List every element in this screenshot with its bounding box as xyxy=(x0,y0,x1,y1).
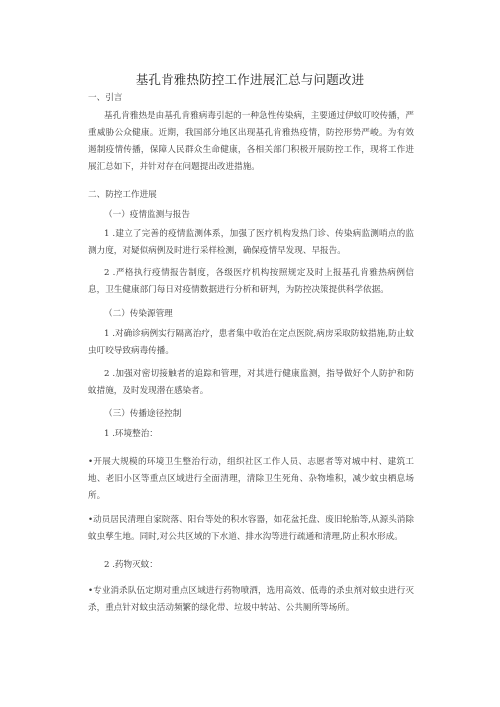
section-heading-progress: 二、防控工作进展 xyxy=(88,190,157,200)
subheading-monitoring: （一）疫情监测与报告 xyxy=(104,210,190,220)
bullet-environment-cleanup: •开展大规模的环境卫生整治行动，组织社区工作人员、志愿者等对城中村、建筑工地、老旧小区等重点区域进行全面清理，清除卫生死角、杂物堆积，减少蚊虫栖息场所。 xyxy=(88,457,414,501)
list-item-source-1: 1 .对确诊病例实行隔离治疗，患者集中收治在定点医院,病房采取防蚊措施,防止蚊虫叮咬导致病毒传播。 xyxy=(88,329,414,356)
bullet-water-container-removal: •动员居民清理自家院落、阳台等处的积水容器，如花盆托盘、废旧轮胎等,从源头消除蚊虫孳生地。同时,对公共区域的下水道、排水沟等进行疏通和清理,防止积水形成。 xyxy=(88,515,414,542)
introduction-paragraph: 基孔肯雅热是由基孔肯雅病毒引起的一种急性传染病，主要通过伊蚊叮咬传播，严重威胁公众健康。近期，我国部分地区出现基孔肯雅热疫情，防控形势严峻。为有效遏制疫情传播，保障人民群众生命健康，各相关部门积极开展防控工作，现将工作进展汇总如下，并针对存在问题提出改进措施。 xyxy=(88,111,414,172)
list-item-environment-label: 1 .环境整治： xyxy=(104,429,158,439)
subheading-transmission-control: （三）传播途径控制 xyxy=(104,409,182,419)
list-item-monitoring-2: 2 .严格执行疫情报告制度，各级医疗机构按照规定及时上报基孔肯雅热病例信息，卫生健康部门每日对疫情数据进行分析和研判，为防控决策提供科学依据。 xyxy=(88,268,414,295)
list-item-source-2: 2 .加强对密切接触者的追踪和管理，对其进行健康监测，指导做好个人防护和防蚊措施，及时发现潜在感染者。 xyxy=(88,369,414,396)
section-heading-introduction: 一、引言 xyxy=(88,93,123,103)
subheading-source-management: （二）传染源管理 xyxy=(104,309,173,319)
list-item-insecticide-label: 2 .药物灭蚊： xyxy=(104,560,158,570)
list-item-monitoring-1: 1 .建立了完善的疫情监测体系，加强了医疗机构发热门诊、传染病监测哨点的监测力度，对疑似病例及时进行采样检测，确保疫情早发现、早报告。 xyxy=(88,229,414,256)
bullet-insecticide-spraying: •专业消杀队伍定期对重点区域进行药物喷洒，选用高效、低毒的杀虫剂对蚊虫进行灭杀，重点针对蚊虫活动频繁的绿化带、垃圾中转站、公共厕所等场所。 xyxy=(88,586,414,613)
document-title: 基孔肯雅热防控工作进展汇总与问题改进 xyxy=(135,72,365,87)
